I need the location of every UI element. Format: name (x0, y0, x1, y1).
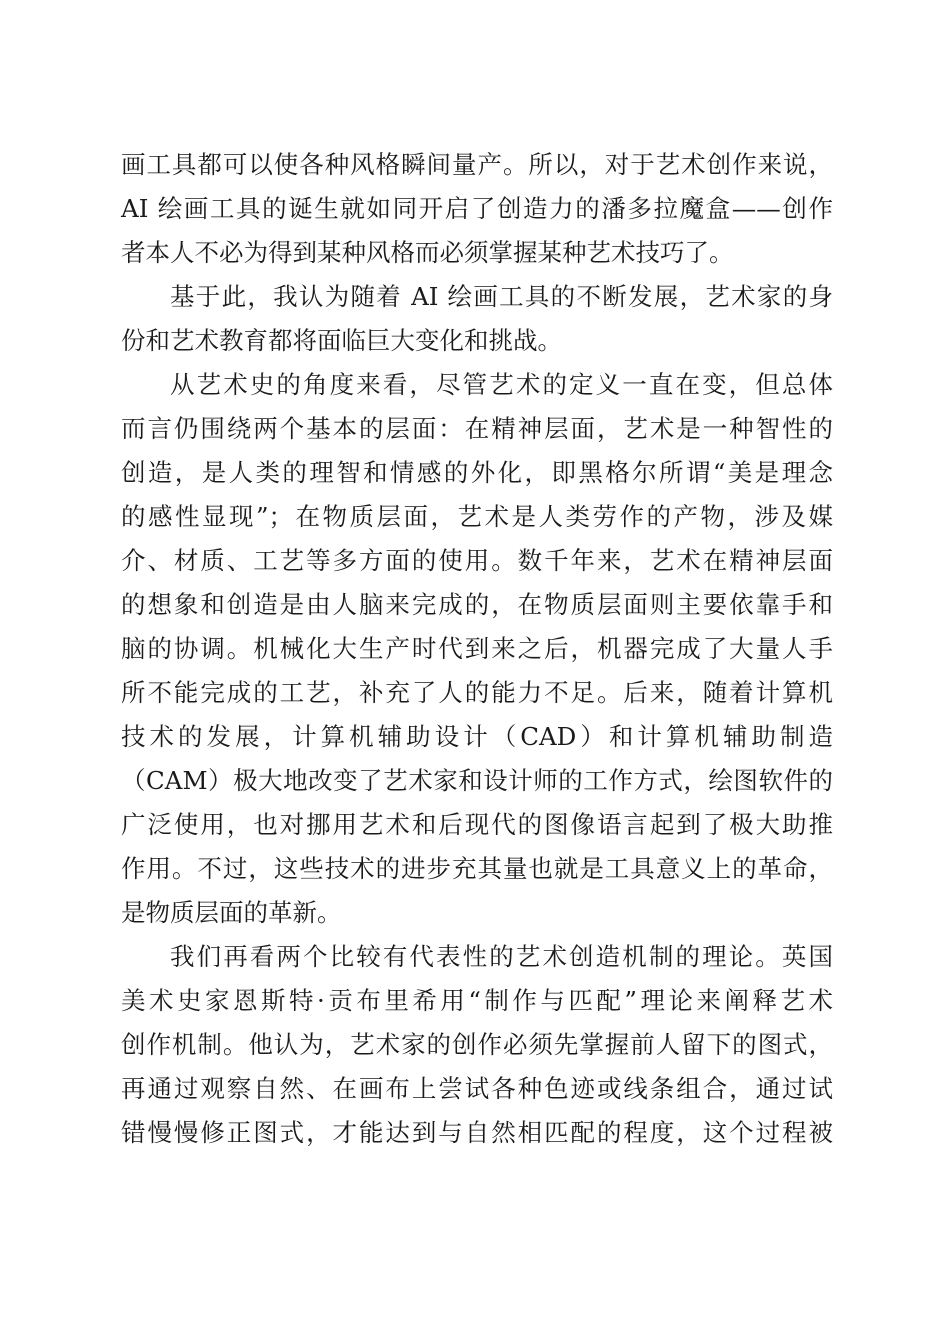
text-line: 错慢慢修正图式，才能达到与自然相匹配的程度，这个过程被 (121, 1118, 833, 1147)
text-line: 基于此，我认为随着 AI 绘画工具的不断发展，艺术家的身 (170, 282, 833, 311)
text-line: AI 绘画工具的诞生就如同开启了创造力的潘多拉魔盒——创作 (121, 194, 833, 223)
text-line: 的想象和创造是由人脑来完成的，在物质层面则主要依靠手和 (121, 590, 833, 619)
text-line: 从艺术史的角度来看，尽管艺术的定义一直在变，但总体 (170, 370, 833, 399)
text-line: 者本人不必为得到某种风格而必须掌握某种艺术技巧了。 (121, 238, 734, 267)
text-line: 美术史家恩斯特·贡布里希用“制作与匹配”理论来阐释艺术 (121, 986, 833, 1015)
text-line: 份和艺术教育都将面临巨大变化和挑战。 (121, 326, 562, 355)
body-text (121, 143, 833, 1155)
text-line: 的感性显现”；在物质层面，艺术是人类劳作的产物，涉及媒 (121, 502, 833, 531)
text-line: 广泛使用，也对挪用艺术和后现代的图像语言起到了极大助推 (121, 810, 833, 839)
text-line: 再通过观察自然、在画布上尝试各种色迹或线条组合，通过试 (121, 1074, 833, 1103)
text-line: 画工具都可以使各种风格瞬间量产。所以，对于艺术创作来说， (121, 150, 833, 179)
text-line: 创造，是人类的理智和情感的外化，即黑格尔所谓“美是理念 (121, 458, 833, 487)
text-line: 所不能完成的工艺，补充了人的能力不足。后来，随着计算机 (121, 678, 833, 707)
text-line: 而言仍围绕两个基本的层面：在精神层面，艺术是一种智性的 (121, 414, 833, 443)
text-line: 创作机制。他认为，艺术家的创作必须先掌握前人留下的图式， (121, 1030, 833, 1059)
text-line: 介、材质、工艺等多方面的使用。数千年来，艺术在精神层面 (121, 546, 833, 575)
text-line: （CAM）极大地改变了艺术家和设计师的工作方式，绘图软件的 (121, 766, 833, 795)
text-line: 是物质层面的革新。 (121, 898, 342, 927)
text-line: 脑的协调。机械化大生产时代到来之后，机器完成了大量人手 (121, 634, 833, 663)
text-line: 我们再看两个比较有代表性的艺术创造机制的理论。英国 (170, 942, 833, 971)
text-line: 作用。不过，这些技术的进步充其量也就是工具意义上的革命， (121, 854, 833, 883)
text-line: 技术的发展，计算机辅助设计（CAD）和计算机辅助制造 (121, 722, 833, 751)
